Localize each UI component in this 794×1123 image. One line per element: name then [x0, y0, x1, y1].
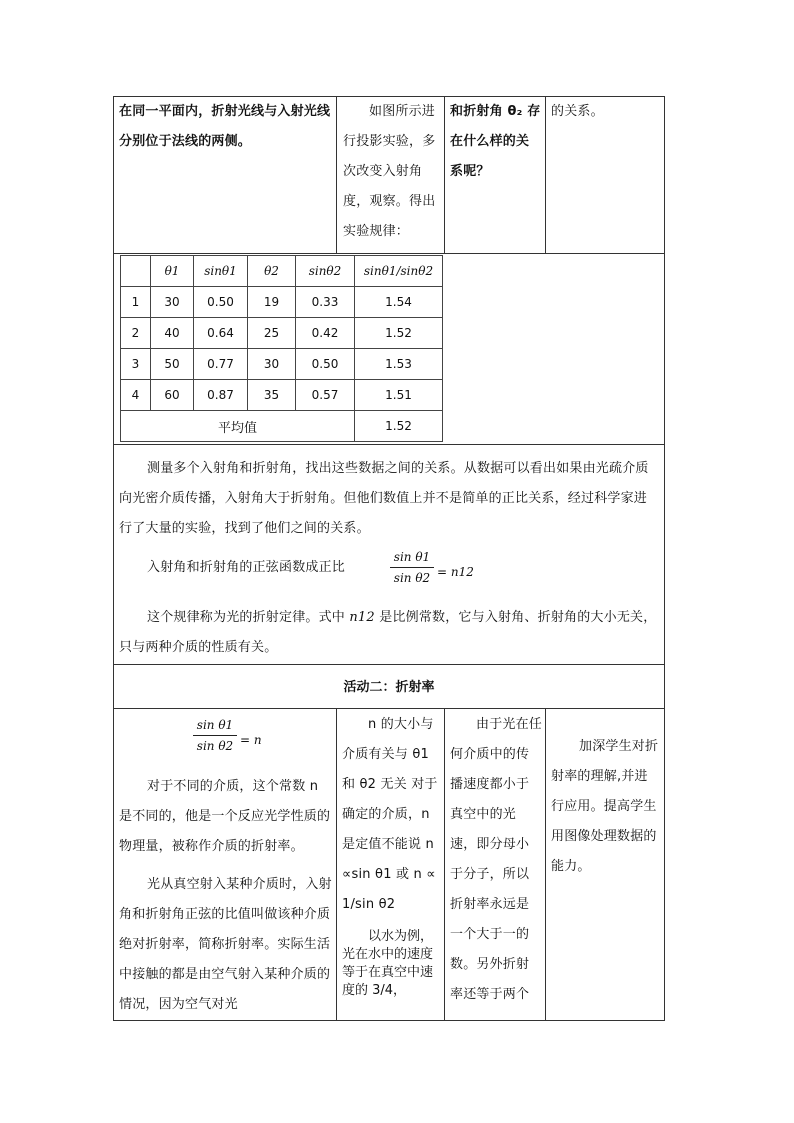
table-cell: 30	[151, 287, 194, 318]
formula-numerator: sin θ1	[393, 550, 431, 564]
table-border-bottom	[113, 1020, 665, 1021]
table-cell: 1	[121, 287, 151, 318]
activity2-title: 活动二：折射率	[343, 680, 435, 695]
row1-col2-text: 如图所示进行投影实验，多次改变入射角度，观察。得出实验规律：	[343, 104, 436, 239]
row1-col4-text: 的关系。	[551, 104, 604, 119]
table-header-cell: θ1	[151, 256, 194, 287]
table-cell: 0.50	[194, 287, 248, 318]
table-header-row	[121, 256, 443, 287]
formula-denominator: sin θ2	[393, 571, 431, 585]
activity2-col2-text: n 的大小与介质有关与 θ1 和 θ2 无关 对于确定的介质，n 是定值不能说 n ∝sin θ1 或 n ∝ 1/sin θ2	[342, 717, 438, 912]
table-cell: 0.42	[296, 318, 355, 349]
divider-r5-b	[444, 708, 445, 1021]
fraction-bar	[390, 567, 434, 568]
average-value: 1.52	[355, 411, 443, 442]
activity2-col1-text2: 光从真空射入某种介质时，入射角和折射角正弦的比值叫做该种介质绝对折射率，简称折射率。实际生活中接触的都是由空气射入某种介质的情况，因为空气对光	[119, 877, 332, 1012]
law-prefix: 入射角和折射角的正弦函数成正比	[147, 560, 346, 575]
formula-numerator: sin θ1	[196, 718, 234, 732]
table-cell: 2	[121, 318, 151, 349]
table-cell: 3	[121, 349, 151, 380]
table-cell: 19	[248, 287, 296, 318]
formula-rhs: = n12	[437, 565, 474, 579]
table-border-row1	[113, 253, 665, 254]
table-cell: 0.87	[194, 380, 248, 411]
divider-r5-a	[336, 708, 337, 1021]
table-cell: 1.51	[355, 380, 443, 411]
divider-r1-a	[336, 96, 337, 254]
table-header-cell: sinθ1	[194, 256, 248, 287]
table-row	[121, 287, 443, 318]
experiment-data-table	[120, 255, 443, 442]
table-cell: 0.50	[296, 349, 355, 380]
table-cell: 50	[151, 349, 194, 380]
table-average-row	[121, 411, 443, 442]
table-cell: 1.53	[355, 349, 443, 380]
activity2-col3-text: 由于光在任何介质中的传播速度都小于真空中的光速，即分母小于分子，所以折射率永远是一个大于一的数。另外折射率还等于两个	[450, 717, 543, 1002]
row1-col3-text: 和折射角 θ₂ 存在什么样的关系呢？	[450, 104, 541, 179]
observation-paragraph: 测量多个入射角和折射角，找出这些数据之间的关系。从数据可以看出如果由光疏介质向光密介质传播，入射角大于折射角。但他们数值上并不是简单的正比关系，经过科学家进行了大量的实验，找到了他们之间的关系。	[119, 461, 649, 536]
activity2-col4-text: 加深学生对折射率的理解,并进行应用。提高学生用图像处理数据的能力。	[551, 739, 659, 874]
table-header-cell: θ2	[248, 256, 296, 287]
law-text-a: 这个规律称为光的折射定律。式中	[147, 610, 346, 625]
table-header-cell: sinθ2	[296, 256, 355, 287]
table-row	[121, 380, 443, 411]
table-border-row2	[113, 444, 665, 445]
row1-col1-text: 在同一平面内，折射光线与入射光线分别位于法线的两侧。	[119, 104, 331, 149]
refraction-law-formula	[390, 548, 434, 587]
activity2-col1-text: 对于不同的介质，这个常数 n 是不同的，他是一个反应光学性质的物理量，被称作介质的折射率。	[119, 779, 331, 854]
table-cell: 25	[248, 318, 296, 349]
table-cell: 4	[121, 380, 151, 411]
activity2-col2-text2: 以水为例，光在水中的速度等于在真空中速度的 3/4，	[342, 929, 434, 998]
divider-r1-b	[444, 96, 445, 254]
table-border-right	[664, 96, 665, 1021]
table-header-cell	[121, 256, 151, 287]
table-cell: 0.77	[194, 349, 248, 380]
table-cell: 35	[248, 380, 296, 411]
table-cell: 60	[151, 380, 194, 411]
formula-rhs: = n	[240, 733, 262, 747]
table-cell: 40	[151, 318, 194, 349]
table-row	[121, 349, 443, 380]
table-border-row4	[113, 708, 665, 709]
law-text-b: 是比例常数，它与入射角、折射角的大小无关，只与两种介质的性质有关。	[119, 610, 657, 655]
law-description	[119, 603, 659, 663]
table-cell: 1.52	[355, 318, 443, 349]
table-border-row3	[113, 664, 665, 665]
divider-r1-c	[545, 96, 546, 254]
average-label: 平均值	[121, 411, 355, 442]
table-cell: 0.64	[194, 318, 248, 349]
divider-r5-c	[545, 708, 546, 1021]
refraction-index-formula	[193, 716, 237, 755]
law-n12: n12	[349, 610, 375, 625]
table-cell: 30	[248, 349, 296, 380]
formula-denominator: sin θ2	[196, 739, 234, 753]
fraction-bar	[193, 735, 237, 736]
table-header-cell: sinθ1/sinθ2	[355, 256, 443, 287]
table-cell: 0.33	[296, 287, 355, 318]
table-row	[121, 318, 443, 349]
table-cell: 1.54	[355, 287, 443, 318]
table-border-left	[113, 96, 114, 1021]
table-cell: 0.57	[296, 380, 355, 411]
